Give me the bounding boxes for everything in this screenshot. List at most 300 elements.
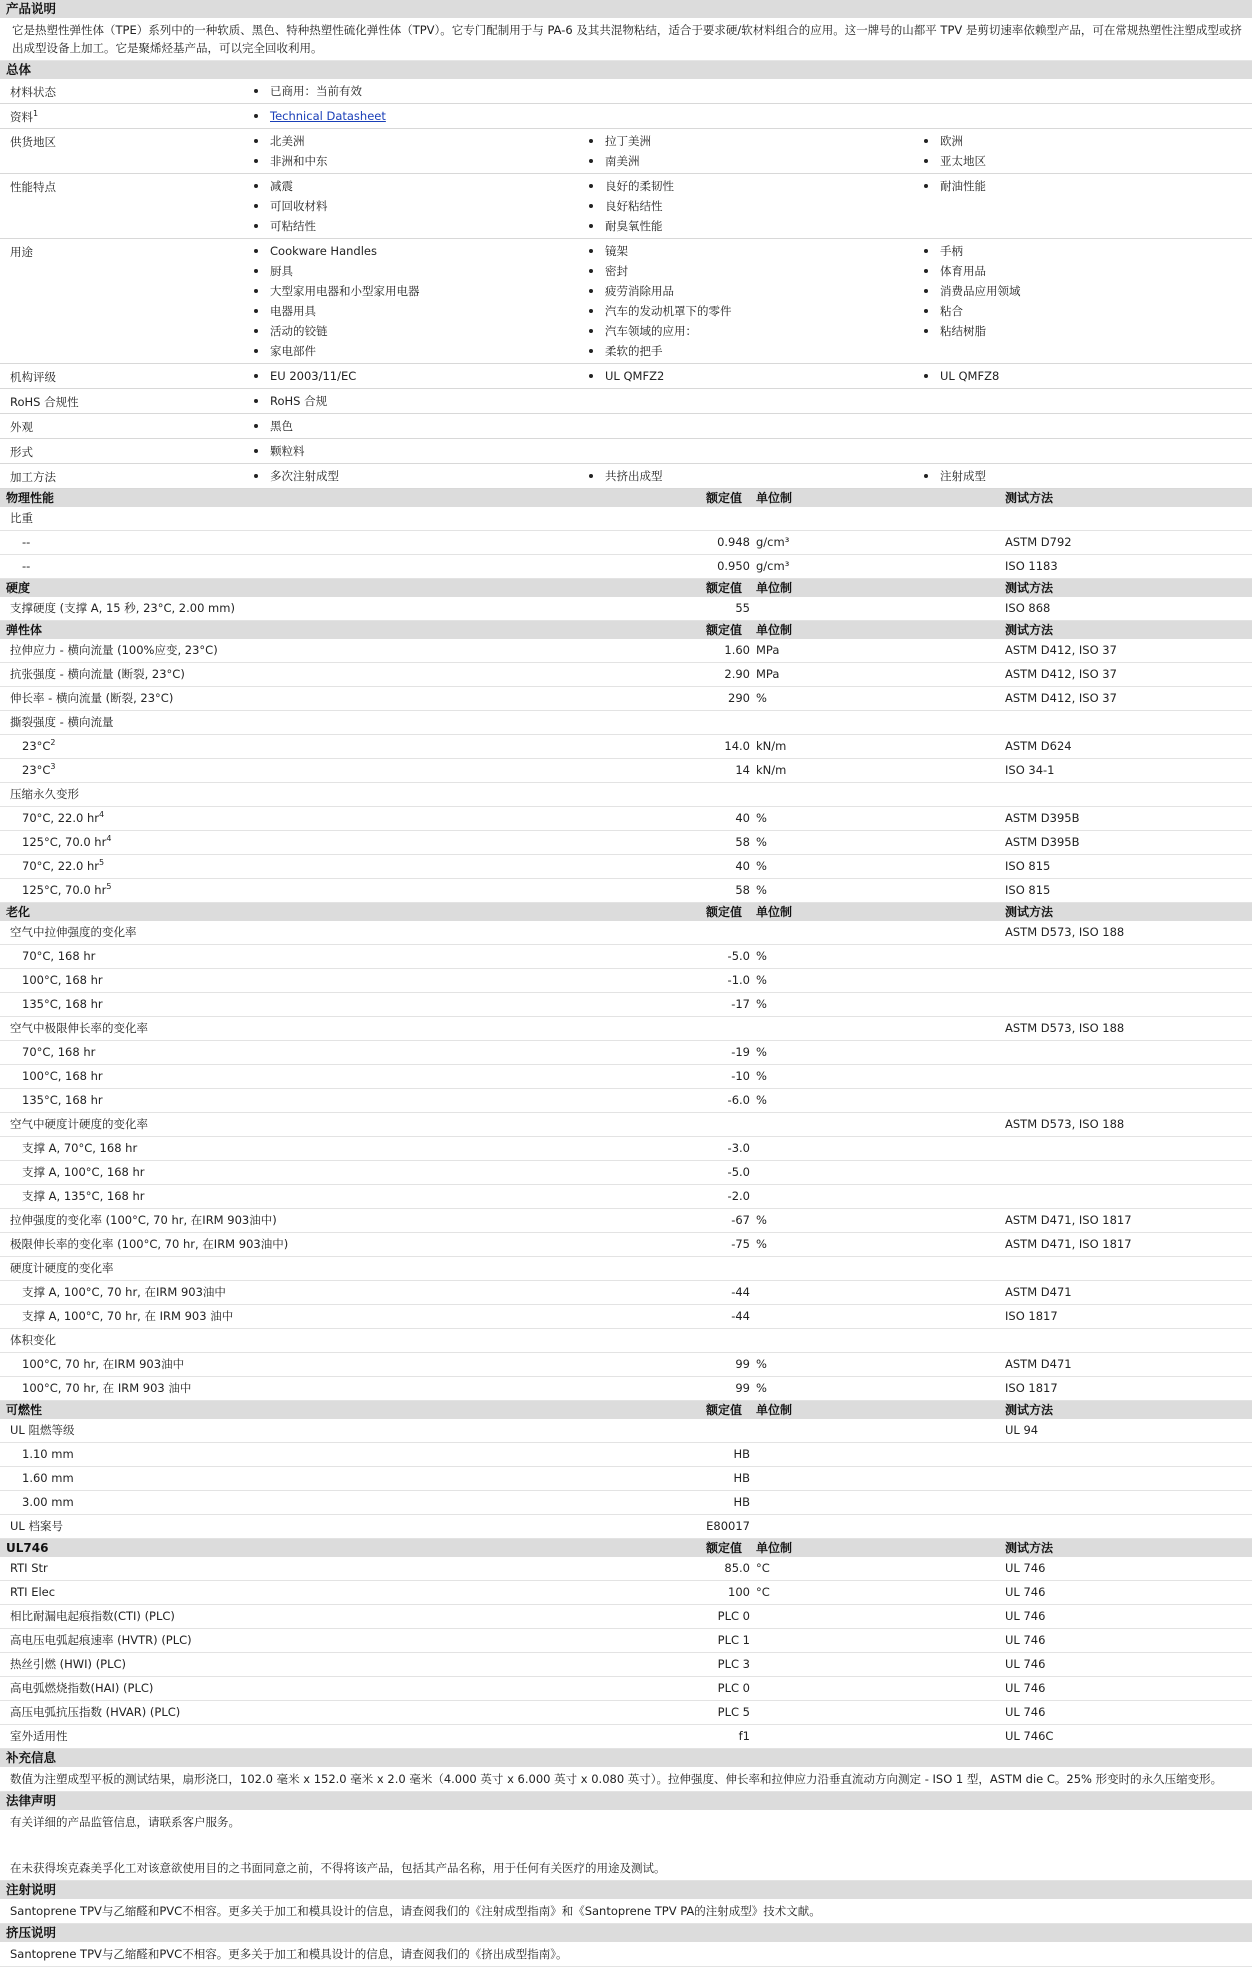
bullet-item-text: RoHS 合规: [270, 394, 328, 408]
property-row: [0, 855, 1252, 879]
property-value: -19: [731, 1045, 750, 1059]
bullet-item: [244, 106, 579, 126]
property-row: [0, 1605, 1252, 1629]
col-header-test: 测试方法: [1005, 491, 1054, 505]
property-value: 40: [735, 811, 750, 825]
section-title: 可燃性: [6, 1403, 43, 1417]
property-name-text: 压缩永久变形: [10, 787, 79, 801]
bullet-item: [244, 366, 579, 386]
property-name-text: 135°C, 168 hr: [22, 997, 103, 1011]
general-label-text: 加工方法: [10, 470, 56, 484]
property-row: [0, 1557, 1252, 1581]
property-name-text: 抗张强度 - 横向流量 (断裂, 23°C): [10, 667, 185, 681]
property-name: [10, 1017, 148, 1040]
bullet-item: [914, 466, 1249, 486]
property-name-text: 撕裂强度 - 横向流量: [10, 715, 114, 729]
property-row: [0, 711, 1252, 735]
property-value: 40: [735, 859, 750, 873]
property-row: [0, 531, 1252, 555]
property-name-text: 室外适用性: [10, 1729, 68, 1743]
bullet-item: [579, 281, 914, 301]
property-name: [22, 879, 111, 902]
bullet-item: [579, 216, 914, 236]
property-row: [0, 1467, 1252, 1491]
property-unit: °C: [756, 1561, 770, 1575]
property-name: [10, 1233, 288, 1256]
property-name: [22, 1491, 74, 1514]
property-row: [0, 1209, 1252, 1233]
property-row: [0, 663, 1252, 687]
property-name: [10, 783, 79, 806]
property-name: [22, 1281, 226, 1304]
property-row: [0, 993, 1252, 1017]
property-row: [0, 1113, 1252, 1137]
property-name-text: 相比耐漏电起痕指数(CTI) (PLC): [10, 1609, 175, 1623]
col-header-test: 测试方法: [1005, 905, 1054, 919]
bullet-item: [244, 151, 579, 171]
property-test-method: ASTM D412, ISO 37: [1005, 667, 1117, 681]
bullet-item: [579, 301, 914, 321]
col-header-unit: 单位制: [756, 1403, 793, 1417]
property-row: [0, 831, 1252, 855]
footnote-ref: 1: [33, 109, 39, 119]
bullet-item-text: 柔软的把手: [605, 344, 663, 358]
bullet-item: [914, 176, 1249, 196]
property-value: E80017: [706, 1519, 750, 1533]
general-label-text: 资料: [10, 110, 33, 124]
bullet-item-text: 耐油性能: [940, 179, 986, 193]
general-label-text: 用途: [10, 245, 33, 259]
bullet-item: [914, 321, 1249, 341]
intro-heading: 产品说明: [6, 1, 57, 16]
property-name-text: 热丝引燃 (HWI) (PLC): [10, 1657, 127, 1671]
property-test-method: UL 746: [1005, 1705, 1046, 1719]
general-row: [0, 464, 1252, 489]
property-name: [22, 855, 104, 878]
general-row-label: [0, 439, 244, 463]
property-row: [0, 1443, 1252, 1467]
col-header-unit: 单位制: [756, 1541, 793, 1555]
property-name-text: 23°C: [22, 739, 51, 753]
bullet-item-text: 大型家用电器和小型家用电器: [270, 284, 420, 298]
col-header-unit: 单位制: [756, 581, 793, 595]
general-row-label: [0, 79, 244, 103]
property-name-text: 100°C, 70 hr, 在 IRM 903 油中: [22, 1381, 192, 1395]
property-name-text: 空气中极限伸长率的变化率: [10, 1021, 148, 1035]
property-row: [0, 555, 1252, 579]
bullet-item: [244, 261, 579, 281]
property-name-text: 支撑硬度 (支撑 A, 15 秒, 23°C, 2.00 mm): [10, 601, 235, 615]
bullet-item: [914, 131, 1249, 151]
property-value: HB: [733, 1447, 750, 1461]
bullet-item-text: 手柄: [940, 244, 963, 258]
property-name-text: 125°C, 70.0 hr: [22, 835, 107, 849]
footnote-ref: 2: [50, 738, 56, 748]
bullet-item-text: 消费品应用领域: [940, 284, 1021, 298]
property-name: [10, 1419, 74, 1442]
property-test-method: ASTM D412, ISO 37: [1005, 643, 1117, 657]
property-row: [0, 1137, 1252, 1161]
bullet-item: [244, 391, 579, 411]
bullet-item-text: 镜架: [605, 244, 628, 258]
property-test-method: ASTM D395B: [1005, 811, 1080, 825]
property-name: [22, 1137, 137, 1160]
property-unit: %: [756, 949, 767, 963]
property-unit: kN/m: [756, 763, 787, 777]
general-row: [0, 389, 1252, 414]
property-value: 58: [735, 883, 750, 897]
general-row: [0, 79, 1252, 104]
bullet-item: [914, 301, 1249, 321]
general-row: [0, 414, 1252, 439]
bullet-item: [579, 366, 914, 386]
bullet-item: [244, 466, 579, 486]
bullet-item: [579, 176, 914, 196]
bullet-item: [579, 466, 914, 486]
bullet-item-text: EU 2003/11/EC: [270, 369, 357, 383]
bullet-item: [914, 151, 1249, 171]
bullet-item: [579, 151, 914, 171]
general-label-text: 供货地区: [10, 135, 56, 149]
general-row: [0, 239, 1252, 364]
property-test-method: UL 746: [1005, 1681, 1046, 1695]
bullet-item-text: UL QMFZ2: [605, 369, 665, 383]
property-name-text: 体积变化: [10, 1333, 56, 1347]
property-test-method: ISO 1817: [1005, 1381, 1058, 1395]
property-value: 2.90: [724, 667, 750, 681]
property-unit: %: [756, 1237, 767, 1251]
general-row-label: [0, 364, 244, 388]
general-row: [0, 364, 1252, 389]
legal-line-2: 在未获得埃克森美孚化工对该意欲使用目的之书面同意之前，不得将该产品，包括其产品名称，用于任何有关医疗的用途及测试。: [0, 1856, 1252, 1881]
property-name-text: 高电压电弧起痕速率 (HVTR) (PLC): [10, 1633, 192, 1647]
property-name-text: 100°C, 70 hr, 在IRM 903油中: [22, 1357, 185, 1371]
property-unit: %: [756, 691, 767, 705]
property-test-method: UL 746: [1005, 1657, 1046, 1671]
property-name-text: 70°C, 22.0 hr: [22, 859, 100, 873]
property-sections: [0, 489, 1252, 1749]
property-name: [22, 1305, 233, 1328]
property-value: -1.0: [727, 973, 750, 987]
property-value: 14.0: [724, 739, 750, 753]
property-unit: kN/m: [756, 739, 787, 753]
property-test-method: ISO 34-1: [1005, 763, 1055, 777]
property-value: 99: [735, 1381, 750, 1395]
property-value: -3.0: [727, 1141, 750, 1155]
property-unit: %: [756, 883, 767, 897]
intro-header: [0, 0, 1252, 18]
property-value: 0.950: [717, 559, 750, 573]
general-table: [0, 79, 1252, 489]
col-header-unit: 单位制: [756, 491, 793, 505]
property-name: [10, 1677, 153, 1700]
general-label-text: 材料状态: [10, 85, 56, 99]
property-test-method: ASTM D624: [1005, 739, 1072, 753]
col-header-value: 额定值: [706, 1541, 743, 1555]
extrusion-heading: 挤压说明: [6, 1925, 57, 1940]
section-title: 老化: [6, 905, 31, 919]
property-row: [0, 639, 1252, 663]
property-name-text: 伸长率 - 横向流量 (断裂, 23°C): [10, 691, 174, 705]
legal-line-1: 有关详细的产品监管信息，请联系客户服务。: [10, 1815, 240, 1829]
property-row: [0, 1281, 1252, 1305]
property-name-text: UL 阻燃等级: [10, 1423, 75, 1437]
bullet-item: [244, 216, 579, 236]
technical-datasheet-link[interactable]: Technical Datasheet: [270, 109, 386, 123]
property-row: [0, 1725, 1252, 1749]
section-title: 弹性体: [6, 623, 43, 637]
property-value: 58: [735, 835, 750, 849]
col-header-unit: 单位制: [756, 623, 793, 637]
property-name: [10, 1113, 148, 1136]
property-row: [0, 1329, 1252, 1353]
property-name: [10, 597, 235, 620]
section-header: [0, 579, 1252, 597]
property-name-text: 3.00 mm: [22, 1495, 74, 1509]
property-value: -17: [731, 997, 750, 1011]
bullet-item: [579, 261, 914, 281]
general-row-label: [0, 174, 244, 238]
property-name: [22, 1353, 184, 1376]
property-value: 99: [735, 1357, 750, 1371]
property-name: [22, 1185, 145, 1208]
property-value: 290: [728, 691, 750, 705]
general-row-values: [244, 389, 1252, 413]
col-header-test: 测试方法: [1005, 1403, 1054, 1417]
bullet-item: [914, 241, 1249, 261]
property-row: [0, 1161, 1252, 1185]
property-unit: %: [756, 1093, 767, 1107]
property-value: -2.0: [727, 1189, 750, 1203]
property-name: [22, 759, 56, 782]
property-name: [10, 639, 218, 662]
col-header-value: 额定值: [706, 905, 743, 919]
bullet-item-text: Cookware Handles: [270, 244, 377, 258]
general-row-label: [0, 104, 244, 128]
bullet-item-text: 非洲和中东: [270, 154, 328, 168]
property-row: [0, 945, 1252, 969]
property-test-method: ISO 815: [1005, 859, 1051, 873]
property-name: [10, 1725, 68, 1748]
property-test-method: UL 94: [1005, 1423, 1039, 1437]
property-name-text: 支撑 A, 70°C, 168 hr: [22, 1141, 138, 1155]
bullet-item-text: UL QMFZ8: [940, 369, 1000, 383]
property-row: [0, 1377, 1252, 1401]
general-label-text: 性能特点: [10, 180, 56, 194]
property-row: [0, 1041, 1252, 1065]
bullet-item: [244, 441, 579, 461]
property-name: [10, 1701, 180, 1724]
bullet-item: [579, 321, 914, 341]
property-name: [22, 945, 95, 968]
legal-header: [0, 1792, 1252, 1810]
general-label-text: 形式: [10, 445, 33, 459]
bullet-item: [914, 281, 1249, 301]
property-value: PLC 3: [717, 1657, 750, 1671]
property-name-text: 23°C: [22, 763, 51, 777]
bullet-item-text: 体育用品: [940, 264, 986, 278]
property-name: [10, 687, 173, 710]
general-row-label: [0, 414, 244, 438]
general-row-values: [244, 174, 1252, 238]
property-value: -5.0: [727, 1165, 750, 1179]
bullet-item: [914, 366, 1249, 386]
col-header-value: 额定值: [706, 623, 743, 637]
bullet-item-text: 可粘结性: [270, 219, 316, 233]
property-name: [22, 969, 103, 992]
bullet-item: [244, 301, 579, 321]
bullet-item-text: 汽车领域的应用：: [605, 324, 697, 338]
property-unit: %: [756, 973, 767, 987]
general-row: [0, 104, 1252, 129]
col-header-value: 额定值: [706, 581, 743, 595]
col-header-unit: 单位制: [756, 905, 793, 919]
property-test-method: UL 746: [1005, 1633, 1046, 1647]
property-name-text: 70°C, 168 hr: [22, 1045, 96, 1059]
property-name-text: 1.10 mm: [22, 1447, 74, 1461]
bullet-item-text: 粘合: [940, 304, 963, 318]
general-row-values: [244, 104, 1252, 128]
bullet-item-text: 良好粘结性: [605, 199, 663, 213]
property-row: [0, 1353, 1252, 1377]
property-name-text: 70°C, 22.0 hr: [22, 811, 100, 825]
section-title: UL746: [6, 1541, 49, 1555]
property-test-method: ASTM D395B: [1005, 835, 1080, 849]
property-unit: %: [756, 997, 767, 1011]
property-name-text: 极限伸长率的变化率 (100°C, 70 hr, 在IRM 903油中): [10, 1237, 289, 1251]
property-row: [0, 921, 1252, 945]
property-value: 55: [735, 601, 750, 615]
bullet-item: [244, 341, 579, 361]
property-unit: g/cm³: [756, 535, 790, 549]
property-name-text: UL 档案号: [10, 1519, 63, 1533]
property-name-text: 空气中硬度计硬度的变化率: [10, 1117, 148, 1131]
bullet-item-text: 耐臭氧性能: [605, 219, 663, 233]
property-test-method: ASTM D573, ISO 188: [1005, 1021, 1125, 1035]
section-title: 物理性能: [6, 491, 55, 505]
section-header: [0, 903, 1252, 921]
bullet-item: [579, 241, 914, 261]
property-unit: %: [756, 859, 767, 873]
property-name: [22, 1161, 145, 1184]
property-name: [10, 1329, 56, 1352]
bullet-item: [244, 281, 579, 301]
property-row: [0, 879, 1252, 903]
property-test-method: ASTM D471, ISO 1817: [1005, 1213, 1132, 1227]
supplement-heading: 补充信息: [6, 1750, 57, 1765]
supplement-header: [0, 1749, 1252, 1767]
general-label-text: 机构评级: [10, 370, 56, 384]
general-row-values: [244, 414, 1252, 438]
general-row-values: [244, 129, 1252, 173]
property-name: [22, 1089, 103, 1112]
property-name-text: 支撑 A, 100°C, 168 hr: [22, 1165, 145, 1179]
bullet-item-text: 电器用具: [270, 304, 316, 318]
property-name: [22, 555, 30, 578]
general-label-text: 外观: [10, 420, 33, 434]
col-header-value: 额定值: [706, 1403, 743, 1417]
footnote-ref: 4: [106, 834, 112, 844]
section-header: [0, 621, 1252, 639]
property-value: -44: [731, 1309, 750, 1323]
property-test-method: ASTM D573, ISO 188: [1005, 1117, 1125, 1131]
general-header: [0, 61, 1252, 79]
extrusion-text: Santoprene TPV与乙缩醛和PVC不相容。更多关于加工和模具设计的信息，请查阅我们的《挤出成型指南》。: [0, 1942, 1252, 1967]
property-value: PLC 0: [717, 1609, 750, 1623]
property-name: [10, 1653, 126, 1676]
supplement-text: 数值为注塑成型平板的测试结果，扇形浇口，102.0 毫米 x 152.0 毫米 x 2.0 毫米（4.000 英寸 x 6.000 英寸 x 0.080 英寸）。拉伸强度、伸长率和拉伸应力沿垂直流动方向测定 - ISO 1 型，ASTM die C。25% 形变时的永久压缩变形。: [0, 1767, 1252, 1792]
bullet-item-text: 可回收材料: [270, 199, 328, 213]
col-header-test: 测试方法: [1005, 623, 1054, 637]
property-test-method: UL 746: [1005, 1561, 1046, 1575]
property-name: [10, 507, 33, 530]
bullet-item: [579, 131, 914, 151]
section-header: [0, 489, 1252, 507]
property-value: -6.0: [727, 1093, 750, 1107]
property-unit: %: [756, 1045, 767, 1059]
property-test-method: UL 746C: [1005, 1729, 1054, 1743]
general-row-values: [244, 464, 1252, 488]
property-row: [0, 1419, 1252, 1443]
general-row-label: [0, 129, 244, 173]
property-test-method: UL 746: [1005, 1609, 1046, 1623]
property-row: [0, 1581, 1252, 1605]
property-value: 1.60: [724, 643, 750, 657]
property-row: [0, 1185, 1252, 1209]
general-row-values: [244, 439, 1252, 463]
col-header-test: 测试方法: [1005, 581, 1054, 595]
property-name: [22, 807, 104, 830]
bullet-item-text: 粘结树脂: [940, 324, 986, 338]
section-header: [0, 1539, 1252, 1557]
bullet-item-text: 汽车的发动机罩下的零件: [605, 304, 732, 318]
property-unit: %: [756, 1357, 767, 1371]
property-row: [0, 1629, 1252, 1653]
property-test-method: UL 746: [1005, 1585, 1046, 1599]
legal-heading: 法律声明: [6, 1793, 57, 1808]
bullet-item-text: 北美洲: [270, 134, 305, 148]
property-name-text: 拉伸强度的变化率 (100°C, 70 hr, 在IRM 903油中): [10, 1213, 277, 1227]
bullet-item: [914, 261, 1249, 281]
property-unit: %: [756, 811, 767, 825]
property-name-text: 100°C, 168 hr: [22, 973, 103, 987]
injection-header: [0, 1881, 1252, 1899]
property-row: [0, 1305, 1252, 1329]
intro-description: 它是热塑性弹性体（TPE）系列中的一种软质、黑色、特种热塑性硫化弹性体（TPV）。它专门配制用于与 PA-6 及其共混物粘结，适合于要求硬/软材料组合的应用。这一牌号的山都平 TPV 是剪切速率依赖型产品，可在常规热塑性注塑成型或挤出成型设备上加工。它是聚烯烃基产品，可以完全回收利用。: [0, 18, 1252, 61]
property-name-text: 高电弧燃烧指数(HAI) (PLC): [10, 1681, 154, 1695]
property-unit: %: [756, 1381, 767, 1395]
property-name: [22, 1065, 103, 1088]
property-value: -67: [731, 1213, 750, 1227]
property-test-method: ASTM D573, ISO 188: [1005, 925, 1125, 939]
property-test-method: ISO 1817: [1005, 1309, 1058, 1323]
property-name: [10, 1257, 114, 1280]
property-value: PLC 0: [717, 1681, 750, 1695]
property-test-method: ISO 815: [1005, 883, 1051, 897]
property-name-text: 125°C, 70.0 hr: [22, 883, 107, 897]
property-row: [0, 1515, 1252, 1539]
general-row-label: [0, 464, 244, 488]
injection-text: Santoprene TPV与乙缩醛和PVC不相容。更多关于加工和模具设计的信息，请查阅我们的《注射成型指南》和《Santoprene TPV PA的注射成型》技术文献。: [0, 1899, 1252, 1924]
property-value: -75: [731, 1237, 750, 1251]
general-row: [0, 439, 1252, 464]
general-row-label: [0, 239, 244, 363]
footnote-ref: 5: [99, 858, 105, 868]
property-value: HB: [733, 1495, 750, 1509]
property-name-text: RTI Elec: [10, 1585, 56, 1599]
property-test-method: ASTM D471, ISO 1817: [1005, 1237, 1132, 1251]
bullet-item-text: 注射成型: [940, 469, 986, 483]
